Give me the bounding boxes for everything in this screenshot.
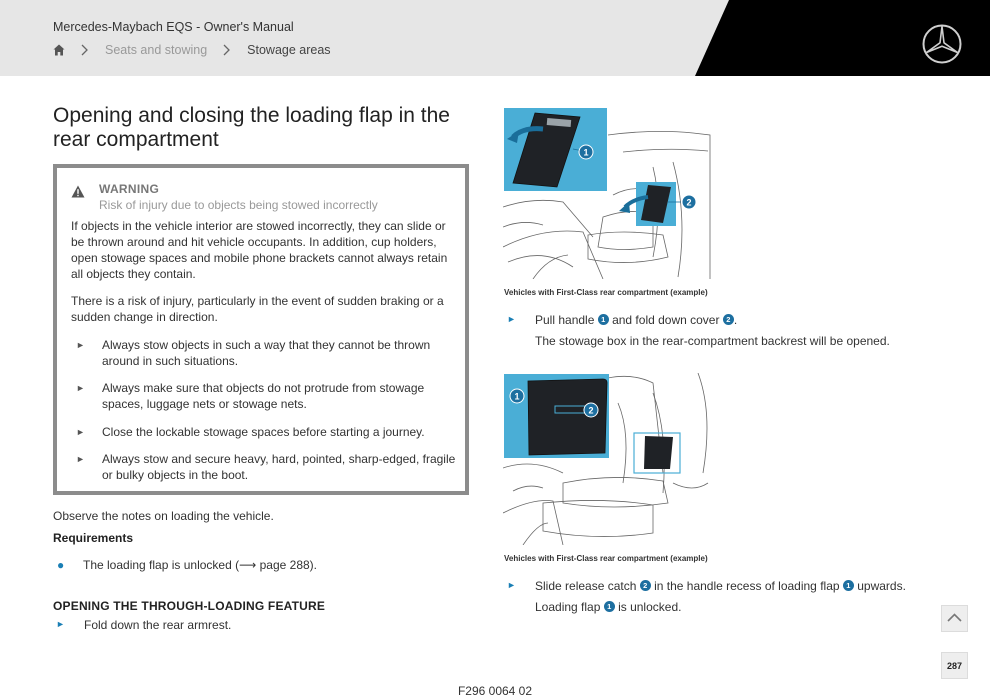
callout-number: 1 [843, 580, 854, 591]
section-heading: OPENING THE THROUGH-LOADING FEATURE [53, 599, 326, 613]
chevron-right-icon [73, 43, 95, 57]
step-arrow-icon: ► [56, 619, 65, 629]
step-text: in the handle recess of loading flap [654, 579, 840, 593]
svg-text:1: 1 [514, 391, 520, 402]
step-text: upwards. [857, 579, 906, 593]
step-text: Fold down the rear armrest. [84, 618, 232, 632]
breadcrumb-link-section[interactable]: Seats and stowing [105, 43, 208, 57]
step-result: The stowage box in the rear-compartment backrest will be opened. [535, 334, 890, 348]
step-text: . [733, 313, 738, 327]
warning-box [53, 164, 469, 495]
requirement-item [53, 558, 317, 572]
step-result-text: is unlocked. [618, 600, 682, 614]
step-item [53, 618, 231, 632]
breadcrumb-current: Stowage areas [247, 43, 331, 57]
warning-label: WARNING [99, 182, 160, 196]
page-title: Opening and closing the loading flap in the rear compartment [53, 104, 450, 151]
figure-code: F296 0064 02 [457, 684, 533, 698]
bullet-arrow-icon: ► [76, 454, 85, 464]
document-title: Mercedes-Maybach EQS - Owner's Manual [53, 20, 294, 34]
warning-paragraph: If objects in the vehicle interior are stowed incorrectly, they can slide or be thrown around and hit vehicle occupants. In addition, cup holders, open stowage spaces and mobile phone brackets cannot always retain all objects they contain. [71, 219, 448, 281]
step-result [535, 600, 681, 614]
svg-text:2: 2 [686, 197, 692, 208]
step-text: and fold down cover [612, 313, 720, 327]
step-arrow-icon: ► [507, 580, 516, 590]
mercedes-star-logo[interactable] [921, 23, 963, 65]
warning-bullet-text: Always stow objects in such a way that they cannot be thrown around in such situations. [102, 338, 431, 368]
chevron-right-icon [215, 43, 237, 57]
bullet-dot-icon: ● [57, 558, 65, 572]
warning-bullet [71, 337, 461, 369]
callout-number: 2 [723, 314, 734, 325]
bullet-arrow-icon: ► [76, 427, 85, 437]
svg-text:2: 2 [588, 405, 594, 416]
home-icon[interactable] [53, 44, 65, 56]
step-item [504, 313, 737, 327]
figure-caption: Vehicles with First-Class rear compartment (example) [504, 554, 708, 563]
svg-text:1: 1 [583, 147, 589, 158]
breadcrumb [53, 42, 331, 58]
bullet-arrow-icon: ► [76, 340, 85, 350]
figure-caption: Vehicles with First-Class rear compartment (example) [504, 288, 708, 297]
requirement-link[interactable]: The loading flap is unlocked (⟶ page 288). [83, 558, 318, 572]
step-arrow-icon: ► [507, 314, 516, 324]
requirements-heading: Requirements [53, 531, 134, 545]
callout-number: 1 [604, 601, 615, 612]
warning-subtitle: Risk of injury due to objects being stowed incorrectly [99, 198, 378, 212]
page-number: 287 [941, 652, 968, 679]
bullet-arrow-icon: ► [76, 383, 85, 393]
warning-bullet-text: Always make sure that objects do not protrude from stowage spaces, luggage nets or stowage nets. [102, 381, 425, 411]
callout-number: 1 [598, 314, 609, 325]
warning-bullet-text: Always stow and secure heavy, hard, pointed, sharp-edged, fragile or bulky objects in the boot. [102, 452, 456, 482]
chevron-up-icon [942, 606, 967, 631]
warning-bullet [71, 380, 461, 412]
observe-note: Observe the notes on loading the vehicle. [53, 509, 274, 523]
warning-bullet-text: Close the lockable stowage spaces before starting a journey. [102, 425, 425, 439]
warning-bullet [71, 451, 461, 483]
scroll-to-top-button[interactable] [941, 605, 968, 632]
illustration-loading-flap [503, 373, 713, 545]
step-item [504, 579, 906, 593]
step-text: Pull handle [535, 313, 595, 327]
warning-paragraph: There is a risk of injury, particularly in the event of sudden braking or a sudden change in direction. [71, 294, 444, 324]
warning-bullet [71, 424, 461, 440]
step-text: Slide release catch [535, 579, 637, 593]
callout-number: 2 [640, 580, 651, 591]
warning-triangle-icon [71, 185, 85, 198]
illustration-stowage-box [503, 107, 713, 279]
step-result-text: Loading flap [535, 600, 601, 614]
